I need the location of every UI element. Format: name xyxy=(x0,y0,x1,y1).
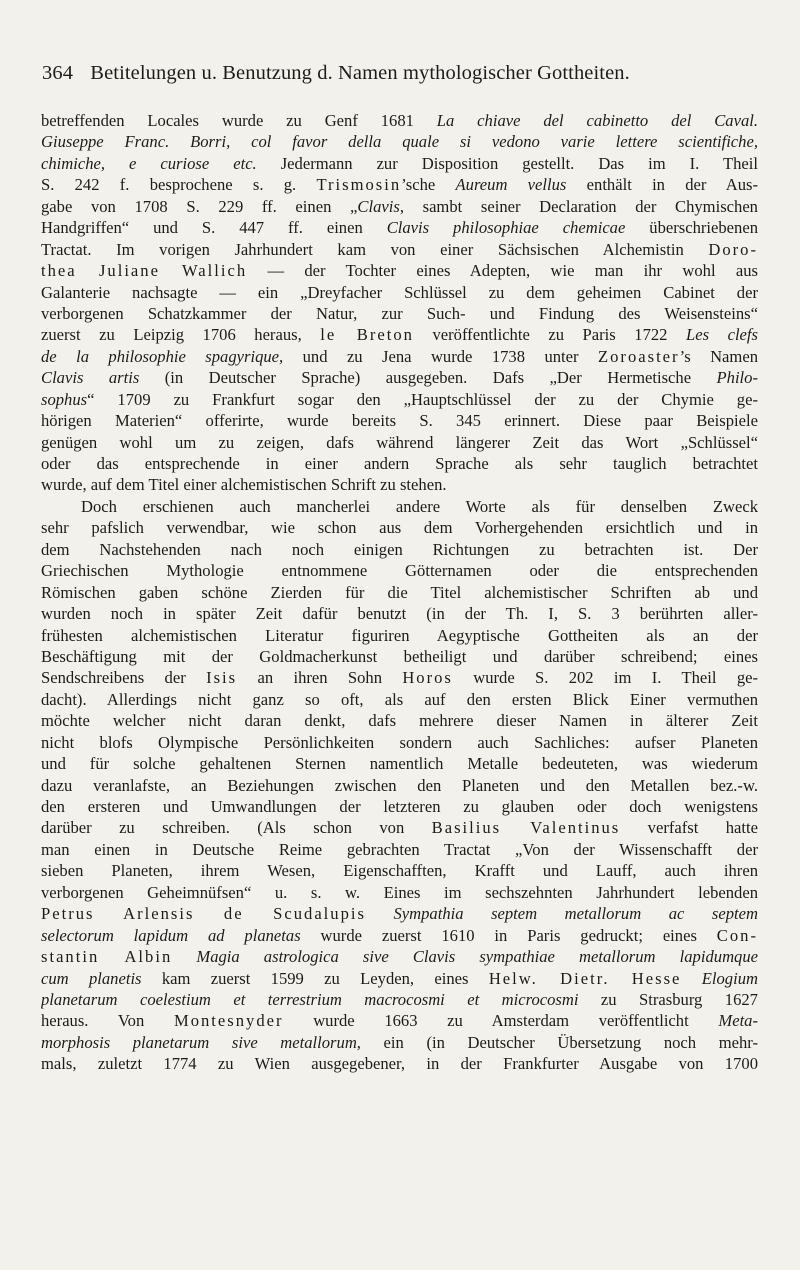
text-segment: frühesten alchemistischen Literatur figuriren Aegyptische Gottheiten als an der xyxy=(41,625,758,645)
text-segment: zuerst zu Leipzig 1706 heraus, xyxy=(41,325,321,345)
text-line xyxy=(41,174,758,195)
text-segment: oder das entsprechende in einer andern Sprache als sehr tauglich betrachtet xyxy=(41,454,758,473)
text-segment: veröffentlichte zu Paris 1722 xyxy=(413,325,686,345)
text-segment: verborgenen Schatzkammer der Natur, zur Such- und Findung des Weisensteins“ xyxy=(41,303,758,323)
text-line xyxy=(41,217,758,238)
italic-title: Elogium xyxy=(701,968,758,988)
italic-title: selectorum lapidum ad planetas xyxy=(41,925,301,945)
spaced-name: Petrus Arlensis de Scudalupis xyxy=(41,904,366,924)
text-line xyxy=(41,260,758,281)
text-segment: darüber zu schreiben. (Als schon von xyxy=(41,818,432,838)
text-line xyxy=(41,732,758,753)
italic-title: Philo- xyxy=(716,368,758,388)
text-line xyxy=(41,946,758,967)
text-segment: Handgriffen“ und S. 447 ff. einen xyxy=(41,218,387,238)
text-line xyxy=(41,560,758,581)
text-segment: wurde, auf dem Titel einer alchemistischen Schrift zu stehen. xyxy=(41,475,447,495)
text-segment: , sambt seiner Declaration der Chymischen xyxy=(399,196,758,216)
text-segment: kam zuerst 1599 zu Leyden, eines xyxy=(141,968,489,988)
text-line xyxy=(41,1032,758,1053)
italic-title: Aureum vellus xyxy=(455,175,567,195)
text-segment: hörigen Materien“ offerirte, wurde bereits S. 345 erinnert. Diese paar Beispiele xyxy=(41,411,758,431)
italic-title: Clavis philosophiae chemicae xyxy=(386,218,626,238)
text-segment: Galanterie nachsagte — ein „Dreyfacher Schlüssel zu dem geheimen Cabinet der xyxy=(41,282,758,302)
italic-title: Meta- xyxy=(718,1011,758,1031)
text-line xyxy=(41,989,758,1010)
text-line xyxy=(41,517,758,538)
text-line xyxy=(41,710,758,731)
text-segment: “ 1709 zu Frankfurt sogar den „Hauptschlüssel der zu der Chymie ge- xyxy=(87,389,758,409)
italic-title: La chiave del cabinetto del Caval. xyxy=(436,111,758,130)
italic-title: sophus xyxy=(41,389,88,409)
text-segment: betreffenden Locales wurde zu Genf 1681 xyxy=(41,111,437,130)
text-line xyxy=(41,131,758,152)
text-line xyxy=(41,968,758,989)
italic-title: cum planetis xyxy=(41,968,142,988)
italic-title: Giuseppe Franc. Borri, col favor della quale si vedono varie lettere scientifiche, xyxy=(41,132,758,152)
text-segment: an ihren Sohn xyxy=(237,668,403,688)
text-line xyxy=(41,775,758,796)
spaced-name: Isis xyxy=(206,668,238,688)
spaced-name: Zoroaster xyxy=(597,346,680,366)
text-line xyxy=(41,367,758,388)
text-line xyxy=(41,196,758,217)
text-line xyxy=(41,539,758,560)
italic-title: Clavis xyxy=(357,196,400,216)
text-segment: Beschäftigung mit der Goldmacherkunst betheiligt und darüber schreibend; eines xyxy=(41,646,758,666)
text-segment: den ersteren und Umwandlungen der letzteren zu glauben oder doch wenigstens xyxy=(41,797,758,816)
text-line xyxy=(41,432,758,453)
text-segment: sehr pafslich verwendbar, wie schon aus dem Vorhergehenden ersichtlich und in xyxy=(41,518,758,538)
spaced-name: le Breton xyxy=(320,325,414,345)
text-segment xyxy=(681,969,701,988)
text-line xyxy=(41,839,758,860)
spaced-name: Doro- xyxy=(708,239,758,259)
text-segment: zu Strasburg 1627 xyxy=(578,989,758,1009)
text-segment: dem Nachstehenden nach noch einigen Richtungen zu betrachten ist. Der xyxy=(41,539,758,559)
text-segment: ’sche xyxy=(401,175,456,195)
spaced-name: Trismosin xyxy=(316,175,402,195)
text-line xyxy=(41,817,758,838)
text-segment xyxy=(366,904,394,923)
text-segment: wurden noch in später Zeit dafür benutzt (in der Th. I, S. 3 berührten aller- xyxy=(41,604,758,624)
italic-title: morphosis planetarum sive metallorum, xyxy=(41,1032,361,1052)
text-line xyxy=(41,625,758,646)
text-segment: wurde zuerst 1610 in Paris gedruckt; eines xyxy=(300,925,717,945)
italic-title: Magia astrologica sive Clavis sympathiae metallorum lapidumque xyxy=(196,947,758,967)
text-line xyxy=(41,474,758,495)
text-segment: wurde S. 202 im I. Theil ge- xyxy=(452,668,758,688)
text-line xyxy=(41,410,758,431)
text-segment: möchte welcher nicht daran denkt, dafs mehrere dieser Namen in älterer Zeit xyxy=(41,711,758,731)
spaced-name: thea Juliane Wallich xyxy=(41,261,248,281)
text-segment: Sendschreibens der xyxy=(41,668,207,688)
text-line xyxy=(41,903,758,924)
text-line xyxy=(41,346,758,367)
text-segment xyxy=(172,947,196,966)
text-segment: Doch erschienen auch mancherlei andere Worte als für denselben Zweck xyxy=(81,496,758,516)
text-line xyxy=(41,796,758,817)
text-line xyxy=(41,110,758,131)
text-segment: dacht). Allerdings nicht ganz so oft, als auf den ersten Blick Einer vermuthen xyxy=(41,689,758,709)
text-segment: genügen wohl um zu zeigen, dafs während längerer Zeit das Wort „Schlüssel“ xyxy=(41,432,758,452)
italic-title: Sympathia septem metallorum ac septem xyxy=(393,904,758,924)
text-line xyxy=(41,303,758,324)
text-line xyxy=(41,882,758,903)
running-header xyxy=(42,62,758,98)
text-line xyxy=(41,667,758,688)
text-line xyxy=(41,1053,758,1074)
text-line xyxy=(41,153,758,174)
text-line xyxy=(41,239,758,260)
italic-title: planetarum coelestium et terrestrium macrocosmi et microcosmi xyxy=(41,989,579,1009)
italic-title: de la philosophie spagyrique, xyxy=(41,346,284,366)
text-segment: enthält in der Aus- xyxy=(566,175,758,195)
text-segment: nicht blofs Olympische Persönlichkeiten sondern auch Sachliches: aufser Planeten xyxy=(41,732,758,752)
text-segment: verfafst hatte xyxy=(620,818,758,838)
text-line xyxy=(41,453,758,474)
text-line xyxy=(41,753,758,774)
spaced-name: stantin Albin xyxy=(41,947,173,967)
text-line xyxy=(41,582,758,603)
text-segment: ’s Namen xyxy=(679,346,758,366)
italic-title: Clavis artis xyxy=(41,368,140,388)
text-segment: ein (in Deutscher Übersetzung noch mehr- xyxy=(360,1032,758,1052)
spaced-name: Horos xyxy=(402,668,453,688)
spaced-name: Helw. Dietr. Hesse xyxy=(488,968,682,988)
text-segment: gabe von 1708 S. 229 ff. einen „ xyxy=(41,196,358,216)
text-segment: (in Deutscher Sprache) ausgegeben. Dafs „Der Hermetische xyxy=(139,368,717,388)
running-title: Betitelungen u. Benutzung d. Namen mythologischer Gottheiten. xyxy=(90,62,630,84)
text-line xyxy=(41,860,758,881)
spaced-name: Montesnyder xyxy=(173,1011,284,1031)
text-segment: überschriebenen xyxy=(625,218,758,238)
text-line xyxy=(41,324,758,345)
text-segment: Griechischen Mythologie entnommene Götternamen oder die entsprechenden xyxy=(41,561,758,581)
body-text xyxy=(41,110,758,1075)
text-line xyxy=(41,282,758,303)
text-segment: sieben Planeten, ihrem Wesen, Eigenschafften, Krafft und Lauff, auch ihren xyxy=(41,861,758,881)
text-line xyxy=(41,389,758,410)
italic-title: chimiche, e curiose etc. xyxy=(41,153,257,173)
text-segment: man einen in Deutsche Reime gebrachten Tractat „Von der Wissenschafft der xyxy=(41,839,758,859)
text-segment: — der Tochter eines Adepten, wie man ihr wohl aus xyxy=(247,261,758,281)
spaced-name: Con- xyxy=(716,925,758,945)
text-segment: und zu Jena wurde 1738 unter xyxy=(283,346,598,366)
text-segment: und für solche gehaltenen Sternen namentlich Metalle bedeuteten, was wiederum xyxy=(41,754,758,774)
text-segment: verborgenen Geheimnüfsen“ u. s. w. Eines im sechszehnten Jahrhundert lebenden xyxy=(41,882,758,902)
text-segment: wurde 1663 zu Amsterdam veröffentlicht xyxy=(283,1011,719,1031)
text-line xyxy=(41,646,758,667)
text-line xyxy=(41,496,758,517)
italic-title: Les clefs xyxy=(686,325,758,345)
page-number: 364 xyxy=(42,62,74,84)
text-line xyxy=(41,603,758,624)
spaced-name: Basilius Valentinus xyxy=(431,818,621,838)
text-line xyxy=(41,925,758,946)
text-segment: S. 242 f. besprochene s. g. xyxy=(41,175,317,195)
text-line xyxy=(41,689,758,710)
text-segment: mals, zuletzt 1774 zu Wien ausgegebener, in der Frankfurter Ausgabe von 1700 xyxy=(41,1054,758,1074)
text-line xyxy=(41,1010,758,1031)
text-segment: dazu veranlafste, an Beziehungen zwischen den Planeten und den Metallen bez.-w. xyxy=(41,775,758,795)
text-segment: heraus. Von xyxy=(41,1011,174,1031)
text-segment: Römischen gaben schöne Zierden für die Titel alchemistischer Schriften ab und xyxy=(41,582,758,602)
text-segment: Tractat. Im vorigen Jahrhundert kam von einer Sächsischen Alchemistin xyxy=(41,239,709,259)
text-segment: Jedermann zur Disposition gestellt. Das im I. Theil xyxy=(256,153,758,173)
